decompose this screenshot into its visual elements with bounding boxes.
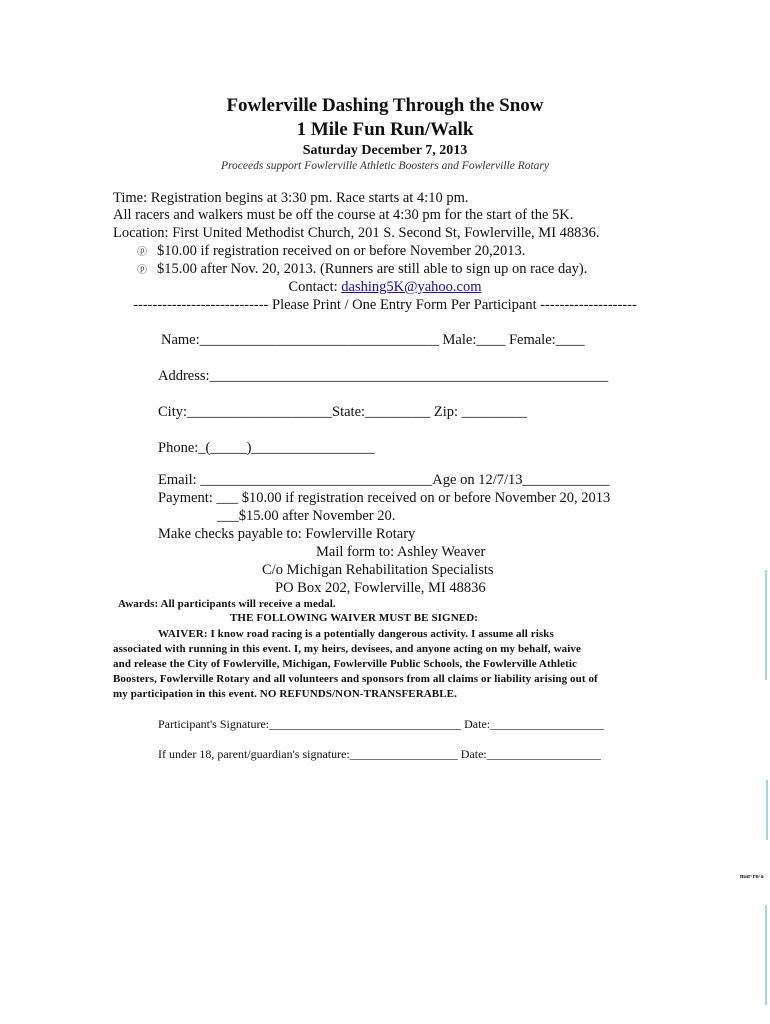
title-line-2: 1 Mile Fun Run/Walk (296, 119, 474, 140)
scan-edge-mark (766, 780, 768, 840)
fee-text: $10.00 if registration received on or before November 20,2013. (157, 243, 526, 259)
checks-payable: Make checks payable to: Fowlerville Rotary (158, 526, 416, 542)
mail-address: PO Box 202, Fowlerville, MI 48836 (275, 580, 486, 596)
email-age-field[interactable]: Email: ________________________________Age on 12/7/13____________ (158, 472, 610, 488)
handwritten-scrawl: mar·rn·a (740, 874, 764, 880)
address-field[interactable]: Address:_______________________________________________________ (158, 368, 609, 384)
city-state-zip-field[interactable]: City:____________________State:_________ Zip: _________ (158, 404, 527, 420)
participant-signature-field[interactable]: Participant's Signature:________________________________ Date:___________________ (158, 717, 605, 731)
clock-bullet-icon: ⓟ (137, 247, 147, 258)
awards-note: Awards: All participants will receive a medal. (118, 598, 336, 610)
fee-text: $15.00 after Nov. 20, 2013. (Runners are still able to sign up on race day). (157, 261, 588, 277)
waiver-line: associated with running in this event. I, my heirs, devisees, and anyone acting on my behalf, waive (113, 643, 581, 655)
waiver-line: and release the City of Fowlerville, Michigan, Fowlerville Public Schools, the Fowlerville Athletic (113, 658, 577, 670)
event-date: Saturday December 7, 2013 (302, 143, 468, 158)
waiver-line: WAIVER: I know road racing is a potentially dangerous activity. I assume all risks (158, 628, 554, 640)
time-info: Time: Registration begins at 3:30 pm. Race starts at 4:10 pm. (113, 190, 469, 206)
location-info: Location: First United Methodist Church, 201 S. Second St, Fowlerville, MI 48836. (113, 225, 600, 241)
scan-edge-mark (765, 905, 767, 1005)
name-field[interactable]: Name:_________________________________ Male:____ Female:____ (161, 332, 585, 348)
mail-org: C/o Michigan Rehabilitation Specialists (262, 562, 494, 578)
scan-edge-mark (765, 570, 767, 680)
contact-line (0, 279, 770, 296)
contact-label: Contact: (288, 279, 342, 295)
phone-field[interactable]: Phone:_(_____)_________________ (158, 440, 375, 456)
clock-bullet-icon: ⓟ (137, 265, 147, 276)
fee-item (137, 243, 525, 260)
title-line-1: Fowlerville Dashing Through the Snow (226, 95, 544, 116)
payment-option-late[interactable]: ___$15.00 after November 20. (217, 508, 396, 524)
waiver-heading: THE FOLLOWING WAIVER MUST BE SIGNED: (230, 612, 478, 624)
print-divider: ---------------------------- Please Print / One Entry Form Per Participant -------------------- (133, 297, 637, 313)
proceeds-note: Proceeds support Fowlerville Athletic Boosters and Fowlerville Rotary (220, 160, 549, 172)
course-info: All racers and walkers must be off the course at 4:30 pm for the start of the 5K. (113, 207, 574, 223)
contact-email-link[interactable]: dashing5K@yahoo.com (341, 279, 482, 295)
waiver-line: Boosters, Fowlerville Rotary and all volunteers and sponsors from all claims or liability arising out of (113, 673, 598, 685)
guardian-signature-field[interactable]: If under 18, parent/guardian's signature:__________________ Date:___________________ (158, 747, 601, 761)
mail-to: Mail form to: Ashley Weaver (316, 544, 486, 560)
waiver-line: my participation in this event. NO REFUNDS/NON-TRANSFERABLE. (113, 688, 457, 700)
payment-option-early[interactable]: Payment: ___ $10.00 if registration received on or before November 20, 2013 (158, 490, 611, 506)
fee-item (137, 261, 587, 278)
